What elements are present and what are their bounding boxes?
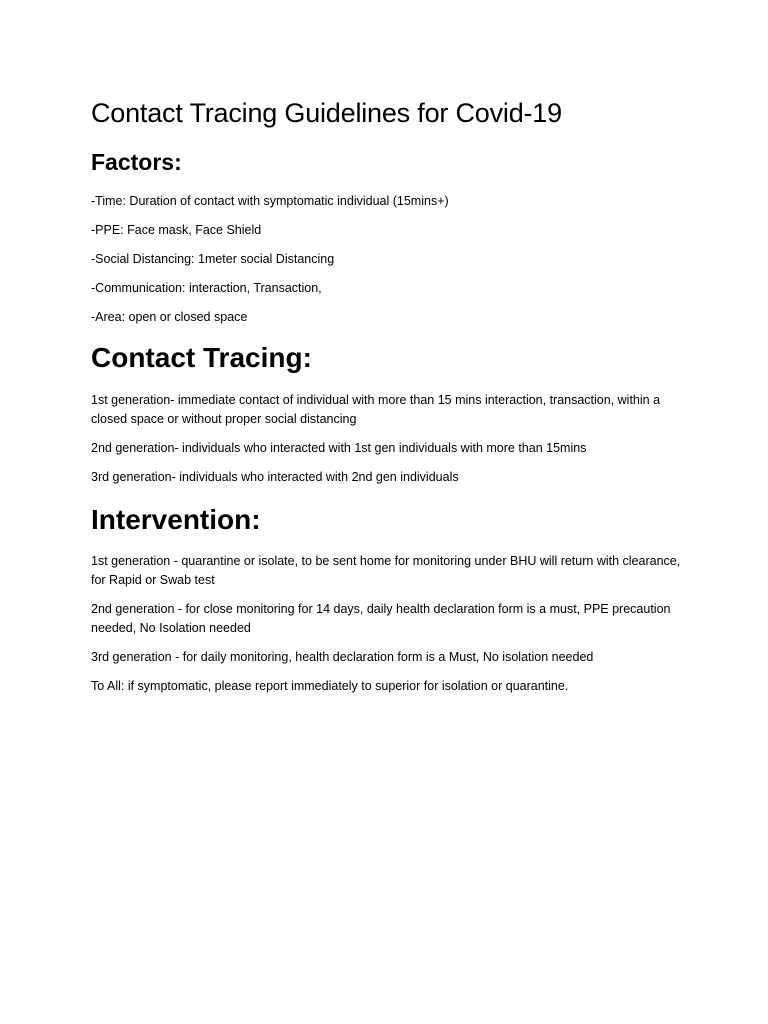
contact-tracing-heading: Contact Tracing: — [91, 342, 312, 373]
intervention-item-3rd-generation: 3rd generation - for daily monitoring, health declaration form is a Must, No isolation needed — [91, 650, 594, 664]
contact-tracing-item-1st-generation: 1st generation- immediate contact of individual with more than 15 mins interaction, transaction, within a closed space or without proper social distancing — [91, 393, 661, 426]
factors-heading: Factors: — [91, 149, 182, 175]
contact-tracing-item-3rd-generation: 3rd generation- individuals who interacted with 2nd gen individuals — [91, 470, 459, 484]
factor-item-time: -Time: Duration of contact with symptomatic individual (15mins+) — [91, 194, 449, 208]
intervention-item-2nd-generation: 2nd generation - for close monitoring for 14 days, daily health declaration form is a must, PPE precaution needed, No Isolation needed — [91, 602, 671, 635]
intervention-heading: Intervention: — [91, 504, 261, 535]
contact-tracing-item-2nd-generation: 2nd generation- individuals who interacted with 1st gen individuals with more than 15mins — [91, 441, 587, 455]
intervention-item-1st-generation: 1st generation - quarantine or isolate, to be sent home for monitoring under BHU will return with clearance, for Rapid or Swab test — [91, 554, 681, 587]
document-title: Contact Tracing Guidelines for Covid-19 — [91, 98, 562, 128]
intervention-item-to-all: To All: if symptomatic, please report immediately to superior for isolation or quarantine. — [91, 679, 569, 693]
factor-item-area: -Area: open or closed space — [91, 310, 248, 324]
factor-item-communication: -Communication: interaction, Transaction, — [91, 281, 322, 295]
factor-item-ppe: -PPE: Face mask, Face Shield — [91, 223, 262, 237]
factor-item-social-distancing: -Social Distancing: 1meter social Distancing — [91, 252, 335, 266]
